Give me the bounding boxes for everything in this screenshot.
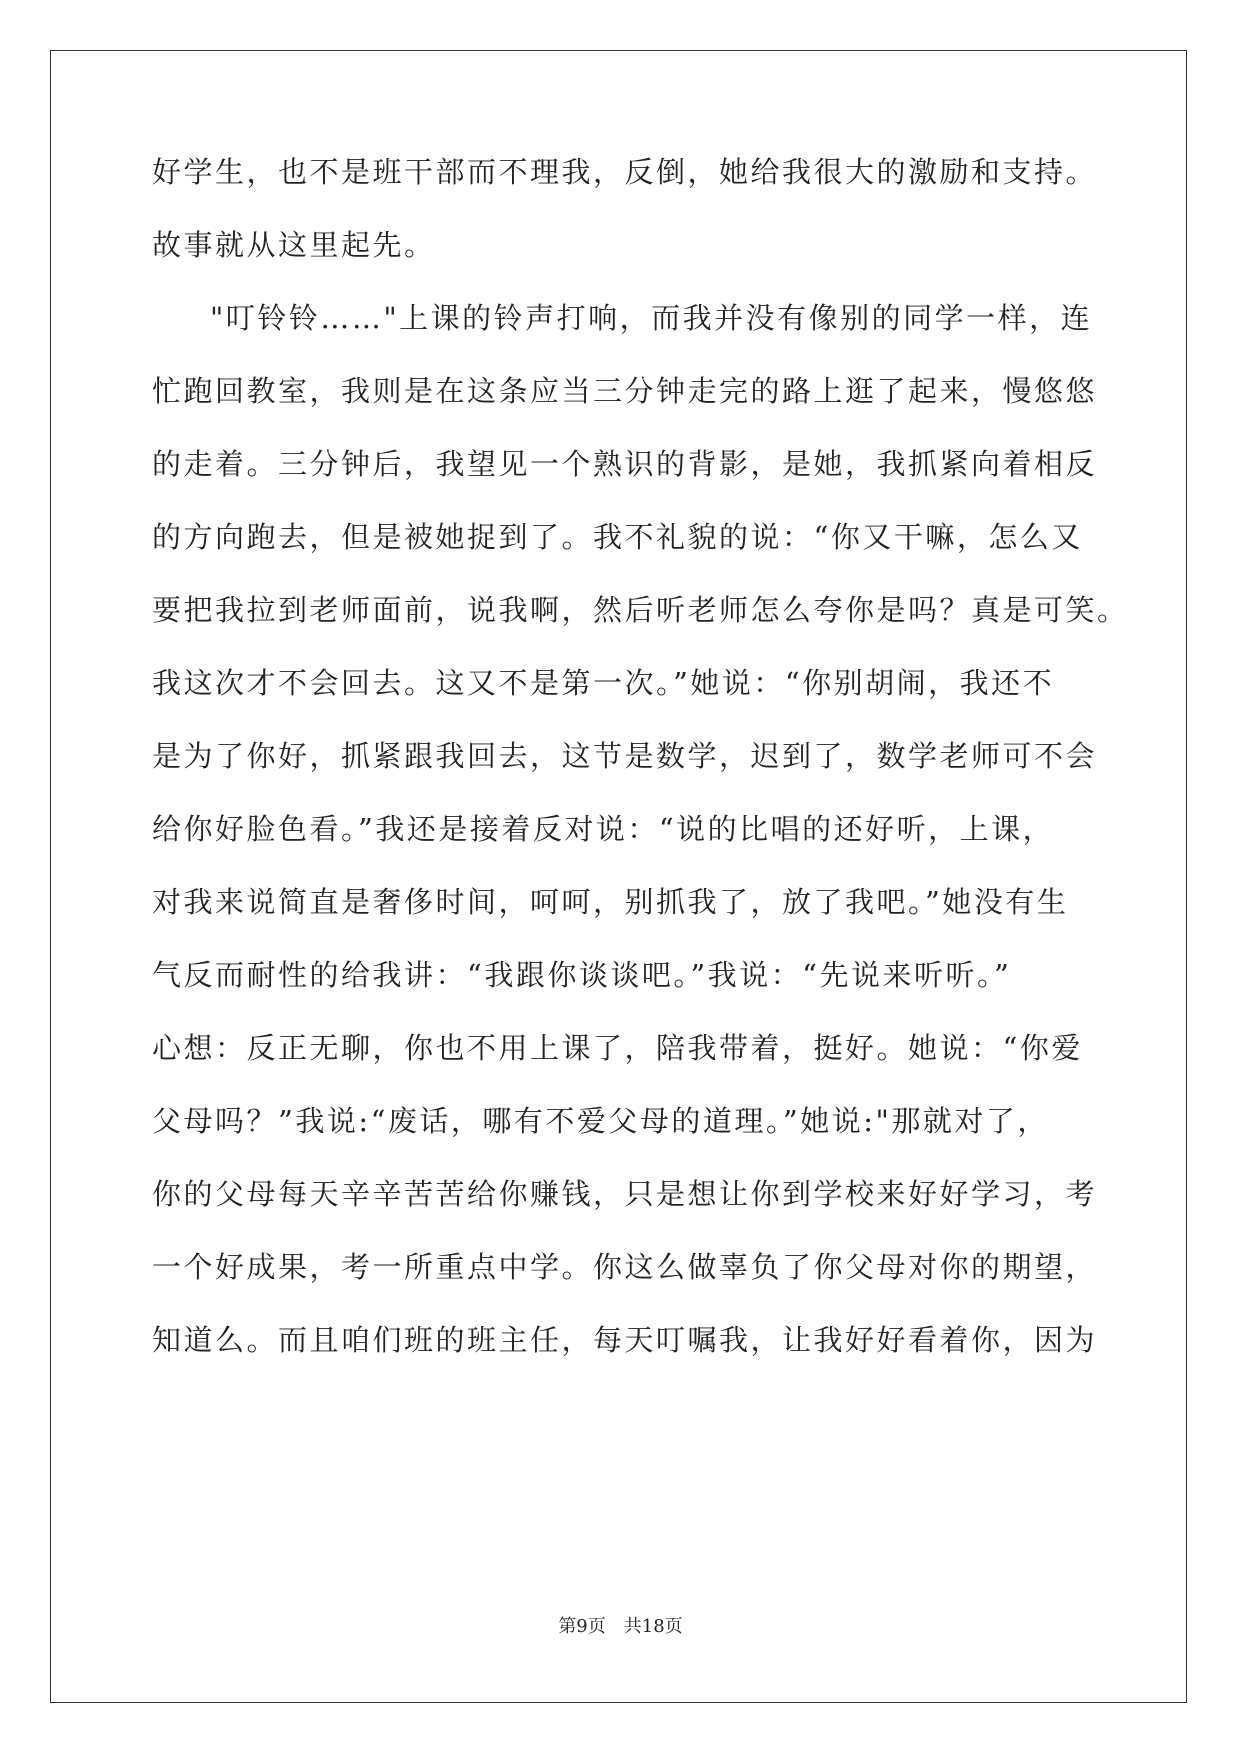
text-line: 心想：反正无聊，你也不用上课了，陪我带着，挺好。她说：“你爱 — [152, 1031, 1083, 1065]
text-line: 好学生，也不是班干部而不理我，反倒，她给我很大的激励和支持。 — [152, 155, 1098, 189]
page-footer: 第9页 共18页 — [558, 1616, 683, 1637]
text-line: 我这次才不会回去。这又不是第一次。”她说：“你别胡闹，我还不 — [152, 666, 1055, 700]
text-line: 忙跑回教室，我则是在这条应当三分钟走完的路上逛了起来，慢悠悠 — [152, 374, 1098, 408]
text-line: 是为了你好，抓紧跟我回去，这节是数学，迟到了，数学老师可不会 — [152, 739, 1098, 773]
text-line: "叮铃铃……"上课的铃声打响，而我并没有像别的同学一样，连 — [210, 301, 1093, 335]
text-line: 的走着。三分钟后，我望见一个熟识的背影，是她，我抓紧向着相反 — [152, 447, 1098, 481]
text-line: 你的父母每天辛辛苦苦给你赚钱，只是想让你到学校来好好学习，考 — [152, 1177, 1098, 1211]
text-line: 对我来说简直是奢侈时间，呵呵，别抓我了，放了我吧。”她没有生 — [152, 885, 1069, 919]
text-line: 知道么。而且咱们班的班主任，每天叮嘱我，让我好好看着你，因为 — [152, 1323, 1098, 1357]
text-line: 气反而耐性的给我讲：“我跟你谈谈吧。”我说：“先说来听听。” — [152, 958, 1012, 992]
text-line: 给你好脸色看。”我还是接着反对说：“说的比唱的还好听，上课， — [152, 812, 1055, 846]
text-line: 的方向跑去，但是被她捉到了。我不礼貌的说：“你又干嘛，怎么又 — [152, 520, 1083, 554]
text-line: 父母吗？”我说:“废话，哪有不爱父母的道理。”她说:"那就对了， — [152, 1104, 1049, 1138]
text-line: 故事就从这里起先。 — [152, 228, 436, 262]
text-line: 一个好成果，考一所重点中学。你这么做辜负了你父母对你的期望， — [152, 1250, 1098, 1284]
text-line: 要把我拉到老师面前，说我啊，然后听老师怎么夸你是吗？真是可笑。 — [152, 593, 1129, 627]
